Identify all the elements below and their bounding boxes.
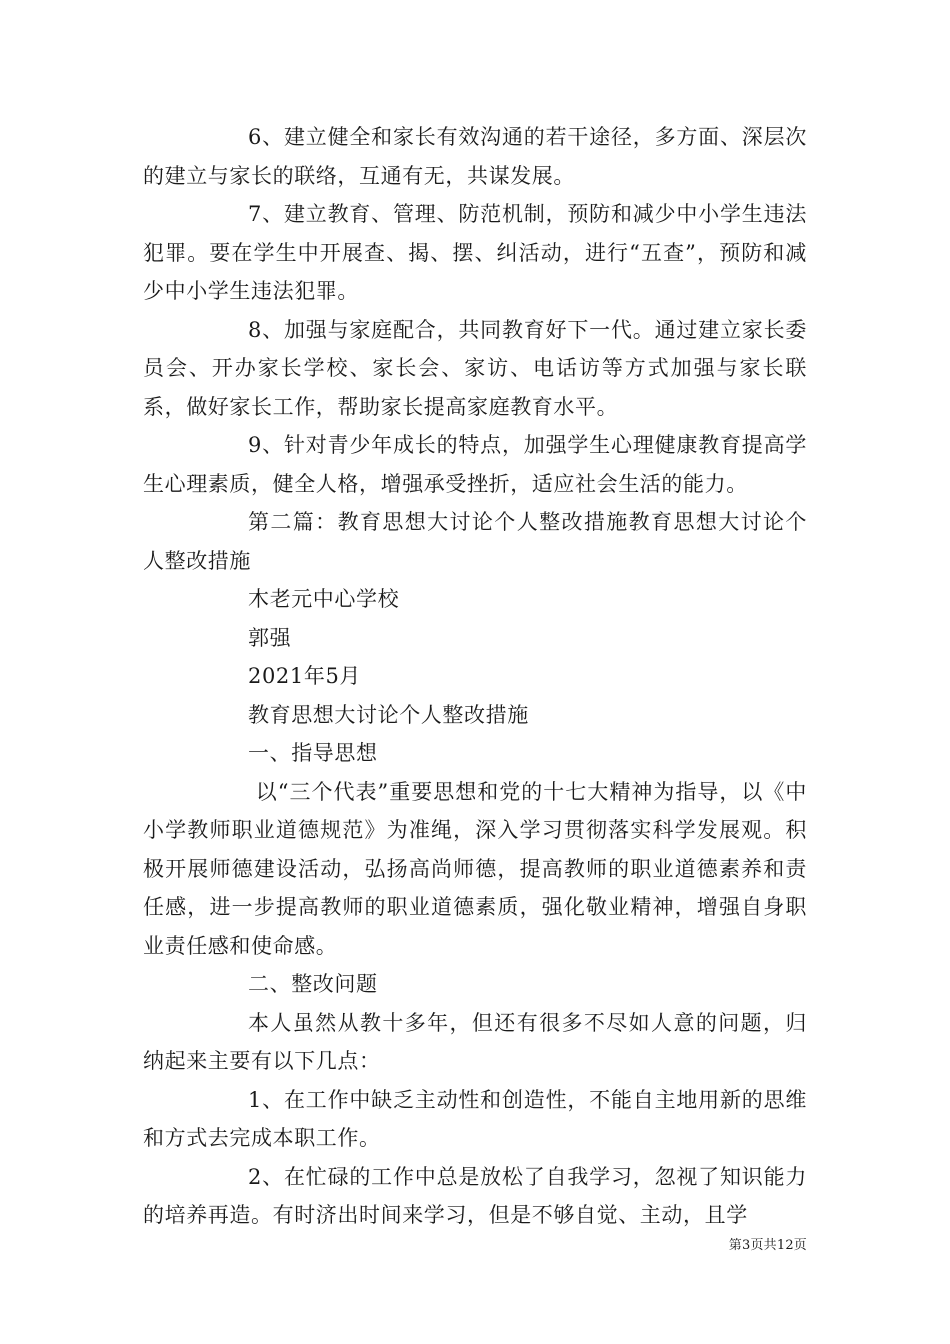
school-name: 木老元中心学校 bbox=[248, 587, 400, 611]
problem-item-1: 1、在工作中缺乏主动性和创造性，不能自主地用新的思维和方式去完成本职工作。 bbox=[143, 1087, 807, 1150]
document-body bbox=[143, 118, 807, 1235]
section-heading-problems: 二、整改问题 bbox=[248, 972, 378, 996]
section-heading-guiding-thought: 一、指导思想 bbox=[248, 741, 378, 765]
paragraph-item-7: 7、建立教育、管理、防范机制，预防和减少中小学生违法犯罪。要在学生中开展查、揭、摆、纠活动，进行“五查”，预防和减少中小学生违法犯罪。 bbox=[143, 202, 807, 303]
document-date: 2021年5月 bbox=[248, 664, 362, 688]
paragraph-item-9: 9、针对青少年成长的特点，加强学生心理健康教育提高学生心理素质，健全人格，增强承受挫折，适应社会生活的能力。 bbox=[143, 433, 807, 496]
paragraph-item-6: 6、建立健全和家长有效沟通的若干途径，多方面、深层次的建立与家长的联络，互通有无，共谋发展。 bbox=[143, 125, 807, 188]
page-number-footer: 第3页共12页 bbox=[728, 1238, 807, 1253]
paragraph-item-8: 8、加强与家庭配合，共同教育好下一代。通过建立家长委员会、开办家长学校、家长会、家访、电话访等方式加强与家长联系，做好家长工作，帮助家长提高家庭教育水平。 bbox=[143, 317, 807, 419]
problem-item-2: 2、在忙碌的工作中总是放松了自我学习，忽视了知识能力的培养再造。有时济出时间来学习，但是不够自觉、主动，且学 bbox=[143, 1164, 807, 1227]
section-intro-problems: 本人虽然从教十多年，但还有很多不尽如人意的问题，归纳起来主要有以下几点： bbox=[143, 1010, 807, 1073]
author-name: 郭强 bbox=[248, 625, 292, 650]
document-subtitle: 教育思想大讨论个人整改措施 bbox=[248, 702, 529, 727]
chapter-title: 第二篇：教育思想大讨论个人整改措施教育思想大讨论个人整改措施 bbox=[143, 510, 807, 573]
section-body-guiding-thought: 以“三个代表”重要思想和党的十七大精神为指导，以《中小学教师职业道德规范》为准绳，深入学习贯彻落实科学发展观。积极开展师德建设活动，弘扬高尚师德，提高教师的职业道德素养和责任感，进一步提高教师的职业道德素质，强化敬业精神，增强自身职业责任感和使命感。 bbox=[143, 779, 807, 958]
